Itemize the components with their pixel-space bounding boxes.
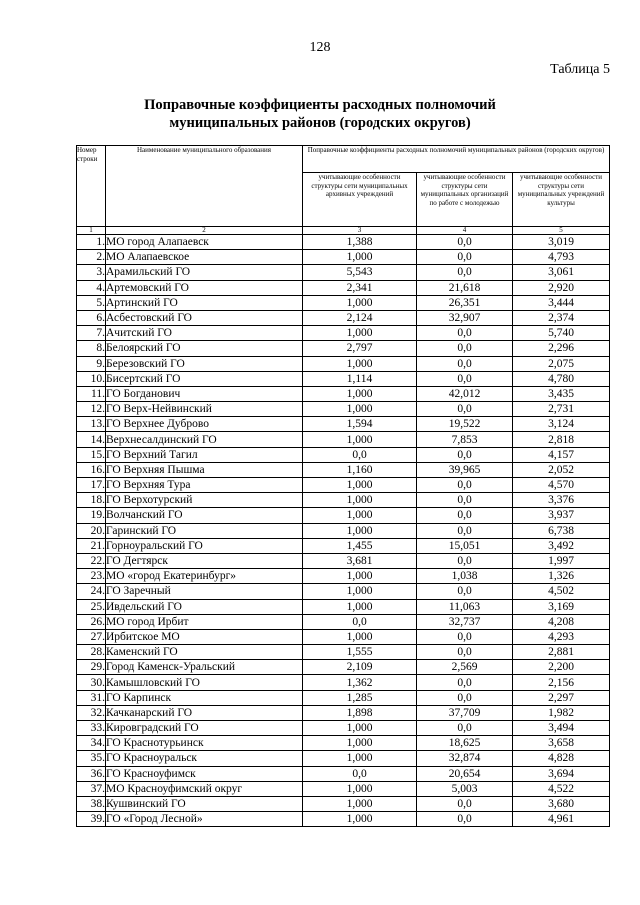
- municipality-name-cell: Камышловский ГО: [106, 675, 303, 690]
- youth-coefficient-cell: 0,0: [417, 523, 513, 538]
- table-row: [77, 432, 610, 447]
- municipality-name-cell: ГО Верхняя Пышма: [106, 462, 303, 477]
- table-row: [77, 705, 610, 720]
- youth-coefficient-cell: 0,0: [417, 356, 513, 371]
- header-coefficients-group: Поправочные коэффициенты расходных полномочий муниципальных районов (городских округов): [303, 146, 610, 173]
- culture-coefficient-cell: 4,780: [513, 371, 610, 386]
- row-number-cell: 5.: [77, 295, 106, 310]
- row-number-cell: 29.: [77, 660, 106, 675]
- youth-coefficient-cell: 42,012: [417, 386, 513, 401]
- table-row: [77, 250, 610, 265]
- culture-coefficient-cell: 2,297: [513, 690, 610, 705]
- table-row: [77, 736, 610, 751]
- archive-coefficient-cell: 1,000: [303, 386, 417, 401]
- youth-coefficient-cell: 15,051: [417, 538, 513, 553]
- archive-coefficient-cell: 0,0: [303, 766, 417, 781]
- row-number-cell: 11.: [77, 386, 106, 401]
- youth-coefficient-cell: 0,0: [417, 493, 513, 508]
- youth-coefficient-cell: 0,0: [417, 478, 513, 493]
- culture-coefficient-cell: 2,075: [513, 356, 610, 371]
- youth-coefficient-cell: 0,0: [417, 584, 513, 599]
- culture-coefficient-cell: 4,157: [513, 447, 610, 462]
- archive-coefficient-cell: 1,000: [303, 478, 417, 493]
- archive-coefficient-cell: 1,000: [303, 599, 417, 614]
- culture-coefficient-cell: 4,828: [513, 751, 610, 766]
- column-number: 4: [417, 227, 513, 235]
- culture-coefficient-cell: 3,435: [513, 386, 610, 401]
- header-youth-organizations: учитывающие особенности структуры сети муниципальных организаций по работе с молодежью: [417, 173, 513, 227]
- culture-coefficient-cell: 2,881: [513, 645, 610, 660]
- archive-coefficient-cell: 1,000: [303, 402, 417, 417]
- culture-coefficient-cell: 2,731: [513, 402, 610, 417]
- municipality-name-cell: ГО Краснотурьинск: [106, 736, 303, 751]
- table-row: [77, 781, 610, 796]
- title-line-2: муниципальных районов (городских округов): [169, 115, 471, 131]
- youth-coefficient-cell: 0,0: [417, 812, 513, 827]
- culture-coefficient-cell: 4,293: [513, 629, 610, 644]
- archive-coefficient-cell: 1,114: [303, 371, 417, 386]
- archive-coefficient-cell: 1,000: [303, 432, 417, 447]
- table-row: [77, 462, 610, 477]
- municipality-name-cell: Верхнесалдинский ГО: [106, 432, 303, 447]
- municipality-name-cell: Кировградский ГО: [106, 721, 303, 736]
- table-row: [77, 386, 610, 401]
- youth-coefficient-cell: 0,0: [417, 265, 513, 280]
- municipality-name-cell: МО город Ирбит: [106, 614, 303, 629]
- row-number-cell: 14.: [77, 432, 106, 447]
- archive-coefficient-cell: 1,362: [303, 675, 417, 690]
- page-title: [0, 96, 640, 132]
- row-number-cell: 37.: [77, 781, 106, 796]
- archive-coefficient-cell: 1,898: [303, 705, 417, 720]
- row-number-cell: 17.: [77, 478, 106, 493]
- culture-coefficient-cell: 2,052: [513, 462, 610, 477]
- row-number-cell: 28.: [77, 645, 106, 660]
- table-row: [77, 371, 610, 386]
- municipality-name-cell: ГО Красноуфимск: [106, 766, 303, 781]
- youth-coefficient-cell: 0,0: [417, 402, 513, 417]
- culture-coefficient-cell: 3,444: [513, 295, 610, 310]
- archive-coefficient-cell: 1,000: [303, 796, 417, 811]
- table-row: [77, 553, 610, 568]
- youth-coefficient-cell: 19,522: [417, 417, 513, 432]
- row-number-cell: 23.: [77, 569, 106, 584]
- municipality-name-cell: Качканарский ГО: [106, 705, 303, 720]
- culture-coefficient-cell: 3,376: [513, 493, 610, 508]
- youth-coefficient-cell: 0,0: [417, 796, 513, 811]
- row-number-cell: 34.: [77, 736, 106, 751]
- row-number-cell: 26.: [77, 614, 106, 629]
- table-row: [77, 235, 610, 250]
- page-number: 128: [309, 40, 331, 55]
- row-number-cell: 39.: [77, 812, 106, 827]
- municipality-name-cell: ГО Дегтярск: [106, 553, 303, 568]
- table-row: [77, 493, 610, 508]
- culture-coefficient-cell: 3,494: [513, 721, 610, 736]
- table-row: [77, 721, 610, 736]
- youth-coefficient-cell: 7,853: [417, 432, 513, 447]
- archive-coefficient-cell: 2,797: [303, 341, 417, 356]
- culture-coefficient-cell: 1,997: [513, 553, 610, 568]
- municipality-name-cell: ГО Красноуральск: [106, 751, 303, 766]
- archive-coefficient-cell: 1,000: [303, 326, 417, 341]
- row-number-cell: 3.: [77, 265, 106, 280]
- youth-coefficient-cell: 11,063: [417, 599, 513, 614]
- archive-coefficient-cell: 1,000: [303, 250, 417, 265]
- archive-coefficient-cell: 1,000: [303, 629, 417, 644]
- table-row: [77, 417, 610, 432]
- culture-coefficient-cell: 3,658: [513, 736, 610, 751]
- municipality-name-cell: Горноуральский ГО: [106, 538, 303, 553]
- table-row: [77, 356, 610, 371]
- row-number-cell: 6.: [77, 310, 106, 325]
- archive-coefficient-cell: 1,594: [303, 417, 417, 432]
- archive-coefficient-cell: 1,000: [303, 508, 417, 523]
- youth-coefficient-cell: 0,0: [417, 447, 513, 462]
- coefficients-table: [76, 145, 610, 827]
- row-number-cell: 16.: [77, 462, 106, 477]
- row-number-cell: 20.: [77, 523, 106, 538]
- table-row: [77, 508, 610, 523]
- table-body: [77, 235, 610, 827]
- municipality-name-cell: Бисертский ГО: [106, 371, 303, 386]
- table-row: [77, 796, 610, 811]
- culture-coefficient-cell: 2,818: [513, 432, 610, 447]
- archive-coefficient-cell: 3,681: [303, 553, 417, 568]
- row-number-cell: 19.: [77, 508, 106, 523]
- archive-coefficient-cell: 1,000: [303, 356, 417, 371]
- culture-coefficient-cell: 2,374: [513, 310, 610, 325]
- row-number-cell: 15.: [77, 447, 106, 462]
- culture-coefficient-cell: 2,296: [513, 341, 610, 356]
- youth-coefficient-cell: 20,654: [417, 766, 513, 781]
- municipality-name-cell: ГО Карпинск: [106, 690, 303, 705]
- youth-coefficient-cell: 32,907: [417, 310, 513, 325]
- municipality-name-cell: МО город Алапаевск: [106, 235, 303, 250]
- archive-coefficient-cell: 1,455: [303, 538, 417, 553]
- column-number: 1: [77, 227, 106, 235]
- row-number-cell: 36.: [77, 766, 106, 781]
- row-number-cell: 12.: [77, 402, 106, 417]
- table-row: [77, 614, 610, 629]
- municipality-name-cell: ГО Верх-Нейвинский: [106, 402, 303, 417]
- header-culture-institutions: учитывающие особенности структуры сети муниципальных учреждений культуры: [513, 173, 610, 227]
- youth-coefficient-cell: 5,003: [417, 781, 513, 796]
- youth-coefficient-cell: 1,038: [417, 569, 513, 584]
- title-line-1: Поправочные коэффициенты расходных полномочий: [144, 97, 496, 113]
- table-row: [77, 690, 610, 705]
- row-number-cell: 8.: [77, 341, 106, 356]
- archive-coefficient-cell: 1,388: [303, 235, 417, 250]
- youth-coefficient-cell: 0,0: [417, 553, 513, 568]
- youth-coefficient-cell: 0,0: [417, 508, 513, 523]
- table-row: [77, 584, 610, 599]
- municipality-name-cell: Город Каменск-Уральский: [106, 660, 303, 675]
- culture-coefficient-cell: 3,694: [513, 766, 610, 781]
- archive-coefficient-cell: 5,543: [303, 265, 417, 280]
- column-numbering-row: [77, 227, 610, 235]
- column-number: 2: [106, 227, 303, 235]
- table-row: [77, 645, 610, 660]
- table-row: [77, 629, 610, 644]
- archive-coefficient-cell: 1,000: [303, 523, 417, 538]
- culture-coefficient-cell: 6,738: [513, 523, 610, 538]
- culture-coefficient-cell: 1,982: [513, 705, 610, 720]
- culture-coefficient-cell: 4,570: [513, 478, 610, 493]
- municipality-name-cell: ГО Верхотурский: [106, 493, 303, 508]
- archive-coefficient-cell: 0,0: [303, 614, 417, 629]
- table-row: [77, 766, 610, 781]
- row-number-cell: 18.: [77, 493, 106, 508]
- culture-coefficient-cell: 1,326: [513, 569, 610, 584]
- table-row: [77, 599, 610, 614]
- row-number-cell: 9.: [77, 356, 106, 371]
- archive-coefficient-cell: 1,285: [303, 690, 417, 705]
- archive-coefficient-cell: 1,000: [303, 584, 417, 599]
- youth-coefficient-cell: 0,0: [417, 250, 513, 265]
- youth-coefficient-cell: 32,737: [417, 614, 513, 629]
- municipality-name-cell: ГО Верхний Тагил: [106, 447, 303, 462]
- culture-coefficient-cell: 3,169: [513, 599, 610, 614]
- row-number-cell: 38.: [77, 796, 106, 811]
- table-row: [77, 523, 610, 538]
- table-row: [77, 295, 610, 310]
- row-number-cell: 22.: [77, 553, 106, 568]
- culture-coefficient-cell: 3,937: [513, 508, 610, 523]
- row-number-cell: 27.: [77, 629, 106, 644]
- table-row: [77, 751, 610, 766]
- youth-coefficient-cell: 32,874: [417, 751, 513, 766]
- archive-coefficient-cell: 1,160: [303, 462, 417, 477]
- header-municipality-name: Наименование муниципального образования: [106, 146, 303, 227]
- municipality-name-cell: МО «город Екатеринбург»: [106, 569, 303, 584]
- culture-coefficient-cell: 4,208: [513, 614, 610, 629]
- youth-coefficient-cell: 0,0: [417, 721, 513, 736]
- row-number-cell: 13.: [77, 417, 106, 432]
- header-archive-institutions: учитывающие особенности структуры сети муниципальных архивных учреждений: [303, 173, 417, 227]
- column-number: 5: [513, 227, 610, 235]
- municipality-name-cell: Ивдельский ГО: [106, 599, 303, 614]
- municipality-name-cell: Волчанский ГО: [106, 508, 303, 523]
- culture-coefficient-cell: 3,492: [513, 538, 610, 553]
- municipality-name-cell: Арамильский ГО: [106, 265, 303, 280]
- municipality-name-cell: Ачитский ГО: [106, 326, 303, 341]
- table-row: [77, 310, 610, 325]
- culture-coefficient-cell: 2,920: [513, 280, 610, 295]
- municipality-name-cell: ГО «Город Лесной»: [106, 812, 303, 827]
- table-row: [77, 447, 610, 462]
- table-row: [77, 265, 610, 280]
- youth-coefficient-cell: 39,965: [417, 462, 513, 477]
- culture-coefficient-cell: 4,522: [513, 781, 610, 796]
- culture-coefficient-cell: 3,019: [513, 235, 610, 250]
- table-row: [77, 341, 610, 356]
- culture-coefficient-cell: 4,961: [513, 812, 610, 827]
- archive-coefficient-cell: 1,555: [303, 645, 417, 660]
- row-number-cell: 4.: [77, 280, 106, 295]
- archive-coefficient-cell: 1,000: [303, 295, 417, 310]
- table-row: [77, 675, 610, 690]
- youth-coefficient-cell: 26,351: [417, 295, 513, 310]
- archive-coefficient-cell: 1,000: [303, 736, 417, 751]
- row-number-cell: 21.: [77, 538, 106, 553]
- municipality-name-cell: Березовский ГО: [106, 356, 303, 371]
- row-number-cell: 30.: [77, 675, 106, 690]
- youth-coefficient-cell: 21,618: [417, 280, 513, 295]
- row-number-cell: 32.: [77, 705, 106, 720]
- youth-coefficient-cell: 18,625: [417, 736, 513, 751]
- archive-coefficient-cell: 1,000: [303, 493, 417, 508]
- youth-coefficient-cell: 0,0: [417, 326, 513, 341]
- culture-coefficient-cell: 4,502: [513, 584, 610, 599]
- youth-coefficient-cell: 0,0: [417, 645, 513, 660]
- culture-coefficient-cell: 4,793: [513, 250, 610, 265]
- row-number-cell: 1.: [77, 235, 106, 250]
- table-row: [77, 280, 610, 295]
- youth-coefficient-cell: 0,0: [417, 675, 513, 690]
- municipality-name-cell: ГО Верхнее Дуброво: [106, 417, 303, 432]
- youth-coefficient-cell: 0,0: [417, 629, 513, 644]
- municipality-name-cell: Артинский ГО: [106, 295, 303, 310]
- municipality-name-cell: Гаринский ГО: [106, 523, 303, 538]
- archive-coefficient-cell: 2,109: [303, 660, 417, 675]
- table-row: [77, 478, 610, 493]
- table-row: [77, 660, 610, 675]
- youth-coefficient-cell: 37,709: [417, 705, 513, 720]
- row-number-cell: 24.: [77, 584, 106, 599]
- archive-coefficient-cell: 1,000: [303, 751, 417, 766]
- municipality-name-cell: МО Красноуфимский округ: [106, 781, 303, 796]
- municipality-name-cell: Кушвинский ГО: [106, 796, 303, 811]
- youth-coefficient-cell: 0,0: [417, 371, 513, 386]
- row-number-cell: 35.: [77, 751, 106, 766]
- table-row: [77, 569, 610, 584]
- culture-coefficient-cell: 2,200: [513, 660, 610, 675]
- row-number-cell: 10.: [77, 371, 106, 386]
- archive-coefficient-cell: 1,000: [303, 569, 417, 584]
- municipality-name-cell: Каменский ГО: [106, 645, 303, 660]
- municipality-name-cell: Белоярский ГО: [106, 341, 303, 356]
- table-row: [77, 812, 610, 827]
- youth-coefficient-cell: 0,0: [417, 690, 513, 705]
- municipality-name-cell: Асбестовский ГО: [106, 310, 303, 325]
- archive-coefficient-cell: 1,000: [303, 721, 417, 736]
- row-number-cell: 33.: [77, 721, 106, 736]
- culture-coefficient-cell: 5,740: [513, 326, 610, 341]
- culture-coefficient-cell: 3,680: [513, 796, 610, 811]
- youth-coefficient-cell: 0,0: [417, 235, 513, 250]
- archive-coefficient-cell: 2,124: [303, 310, 417, 325]
- youth-coefficient-cell: 2,569: [417, 660, 513, 675]
- table-row: [77, 538, 610, 553]
- municipality-name-cell: ГО Заречный: [106, 584, 303, 599]
- table-row: [77, 326, 610, 341]
- column-number: 3: [303, 227, 417, 235]
- youth-coefficient-cell: 0,0: [417, 341, 513, 356]
- archive-coefficient-cell: 2,341: [303, 280, 417, 295]
- culture-coefficient-cell: 2,156: [513, 675, 610, 690]
- row-number-cell: 31.: [77, 690, 106, 705]
- archive-coefficient-cell: 1,000: [303, 781, 417, 796]
- municipality-name-cell: ГО Верхняя Тура: [106, 478, 303, 493]
- table-row: [77, 402, 610, 417]
- row-number-cell: 2.: [77, 250, 106, 265]
- archive-coefficient-cell: 1,000: [303, 812, 417, 827]
- culture-coefficient-cell: 3,124: [513, 417, 610, 432]
- culture-coefficient-cell: 3,061: [513, 265, 610, 280]
- row-number-cell: 7.: [77, 326, 106, 341]
- municipality-name-cell: МО Алапаевское: [106, 250, 303, 265]
- row-number-cell: 25.: [77, 599, 106, 614]
- archive-coefficient-cell: 0,0: [303, 447, 417, 462]
- municipality-name-cell: Ирбитское МО: [106, 629, 303, 644]
- table-label: Таблица 5: [550, 62, 610, 77]
- municipality-name-cell: Артемовский ГО: [106, 280, 303, 295]
- header-row-number: Номер строки: [77, 146, 106, 227]
- municipality-name-cell: ГО Богданович: [106, 386, 303, 401]
